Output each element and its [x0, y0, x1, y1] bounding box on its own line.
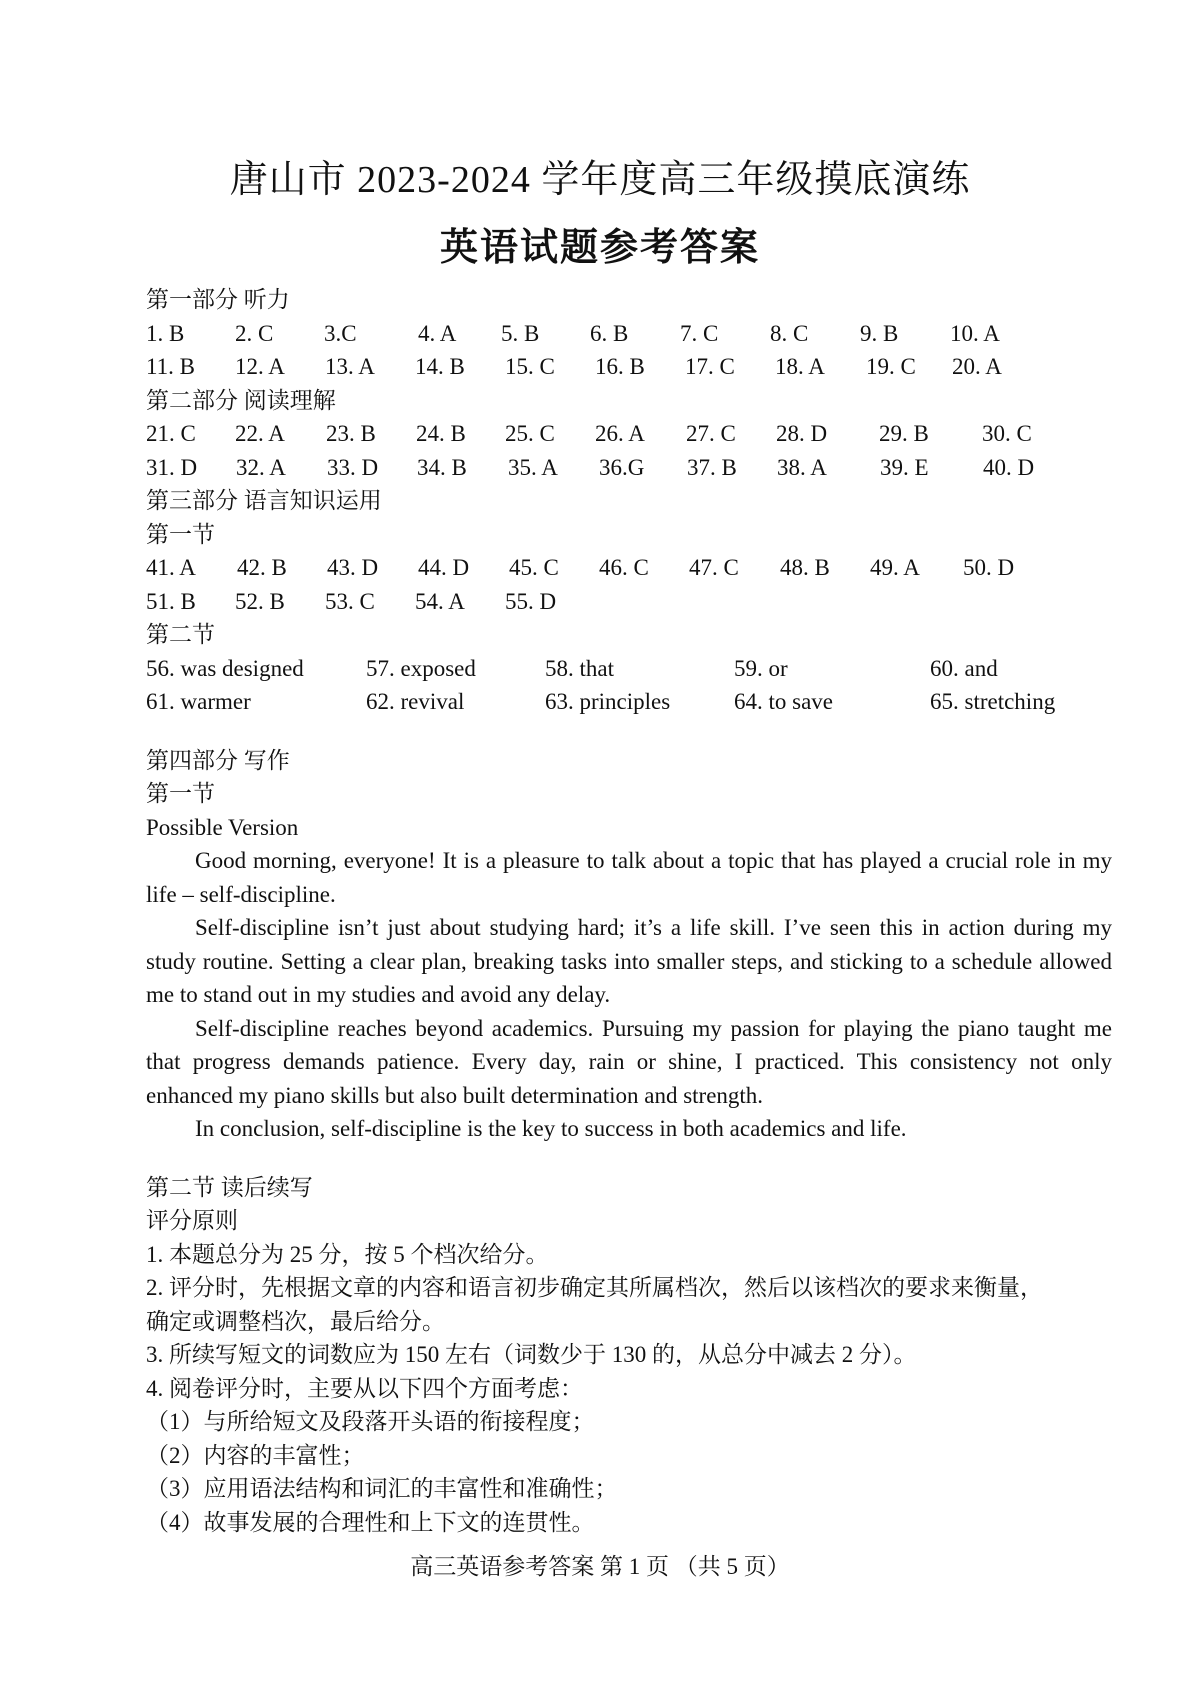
answer-item: 57. exposed — [366, 655, 476, 681]
answer-item: 37. B — [687, 454, 737, 480]
criteria-subitem: （1）与所给短文及段落开头语的衔接程度； — [146, 1409, 595, 1434]
criteria-item: 确定或调整档次，最后给分。 — [146, 1308, 445, 1334]
answer-item: 63. principles — [545, 689, 671, 714]
answer-item: 28. D — [776, 421, 828, 446]
document-subtitle: 英语试题参考答案 — [439, 227, 760, 269]
answer-item: 34. B — [417, 454, 467, 480]
answer-item: 65. stretching — [930, 689, 1056, 714]
answer-item: 14. B — [415, 354, 465, 379]
essay-paragraph: Self-discipline reaches beyond academics. Pursuing my passion for playing the piano taught me that progress demands patience. Every day, rain or shine, I practiced. This consistency not only enhanced my piano skills but also built determination and strength. — [146, 1015, 1112, 1108]
answer-row — [146, 350, 1112, 384]
answer-item: 64. to save — [734, 689, 834, 714]
answer-item: 35. A — [508, 454, 558, 480]
possible-version-label: Possible Version — [146, 814, 299, 840]
answer-row — [146, 451, 1112, 485]
answer-item: 46. C — [599, 555, 649, 580]
answer-item: 39. E — [880, 454, 929, 480]
criteria-heading: 评分原则 — [146, 1208, 238, 1233]
answer-item: 33. D — [327, 454, 379, 480]
answer-item: 20. A — [952, 354, 1002, 379]
answer-item: 53. C — [325, 588, 375, 614]
answer-item: 9. B — [860, 320, 899, 346]
answer-item: 7. C — [680, 320, 719, 346]
answer-item: 23. B — [326, 421, 376, 446]
answer-item: 47. C — [689, 555, 739, 580]
part4-section1-heading: 第一节 — [146, 781, 215, 806]
answer-row — [146, 652, 1112, 686]
answer-item: 44. D — [418, 555, 470, 580]
answer-row — [146, 585, 1112, 619]
part4-heading: 第四部分 写作 — [146, 747, 290, 773]
answer-item: 60. and — [930, 655, 998, 681]
page-footer: 高三英语参考答案 第 1 页 （共 5 页） — [410, 1554, 790, 1579]
answer-item: 19. C — [866, 354, 916, 379]
answer-item: 41. A — [146, 555, 196, 580]
answer-item: 54. A — [415, 588, 465, 614]
answer-item: 38. A — [777, 454, 827, 480]
answer-item: 5. B — [501, 320, 540, 346]
answer-item: 12. A — [235, 354, 285, 379]
part4-section2-heading: 第二节 读后续写 — [146, 1174, 313, 1200]
criteria-item: 2. 评分时，先根据文章的内容和语言初步确定其所属档次，然后以该档次的要求来衡量， — [146, 1275, 1043, 1300]
answer-item: 17. C — [685, 354, 735, 379]
part3-section1-heading: 第一节 — [146, 521, 215, 547]
answer-item: 4. A — [418, 320, 457, 346]
answer-row — [146, 551, 1112, 585]
criteria-subitem: （2）内容的丰富性； — [146, 1442, 365, 1468]
answer-item: 51. B — [146, 588, 196, 614]
answer-item: 24. B — [416, 421, 466, 446]
answer-item: 26. A — [595, 421, 645, 446]
answer-item: 48. B — [780, 555, 830, 580]
answer-item: 1. B — [146, 320, 185, 346]
part2-heading: 第二部分 阅读理解 — [146, 387, 336, 413]
answer-item: 8. C — [770, 320, 809, 346]
answer-item: 32. A — [236, 454, 286, 480]
part1-heading: 第一部分 听力 — [146, 287, 290, 312]
answer-row — [146, 417, 1112, 451]
spacer — [146, 719, 1112, 744]
answer-item: 50. D — [963, 555, 1015, 580]
answer-item: 27. C — [686, 421, 736, 446]
answer-item: 49. A — [870, 555, 920, 580]
answer-row — [146, 685, 1112, 719]
answer-item: 61. warmer — [146, 689, 251, 714]
answer-item: 18. A — [775, 354, 825, 379]
answer-item: 15. C — [505, 354, 555, 379]
answer-item: 21. C — [146, 421, 196, 446]
part3-section2-heading: 第二节 — [146, 622, 215, 647]
criteria-item: 3. 所续写短文的词数应为 150 左右（词数少于 130 的，从总分中减去 2 分）。 — [146, 1342, 917, 1367]
answer-item: 59. or — [734, 655, 788, 681]
essay-paragraph: Good morning, everyone! It is a pleasure to talk about a topic that has played a crucial role in my life – self-discipline. — [146, 848, 1112, 907]
answer-item: 22. A — [235, 421, 285, 446]
answer-row — [146, 317, 1112, 351]
answer-item: 40. D — [983, 454, 1035, 480]
criteria-item: 4. 阅卷评分时，主要从以下四个方面考虑： — [146, 1375, 583, 1401]
answer-item: 16. B — [595, 354, 645, 379]
answer-item: 31. D — [146, 454, 198, 480]
criteria-subitem: （3）应用语法结构和词汇的丰富性和准确性； — [146, 1476, 618, 1501]
answer-item: 10. A — [950, 320, 1000, 346]
document-title: 唐山市 2023-2024 学年度高三年级摸底演练 — [229, 159, 971, 201]
answer-item: 36.G — [599, 454, 645, 480]
answer-item: 11. B — [146, 354, 195, 379]
answer-item: 29. B — [879, 421, 929, 446]
spacer — [146, 1146, 1112, 1171]
answer-item: 55. D — [505, 588, 557, 614]
answer-item: 2. C — [235, 320, 274, 346]
answer-content — [146, 283, 1112, 1539]
answer-item: 45. C — [509, 555, 559, 580]
answer-item: 6. B — [590, 320, 629, 346]
criteria-subitem: （4）故事发展的合理性和上下文的连贯性。 — [146, 1509, 595, 1535]
answer-item: 3.C — [324, 320, 357, 346]
answer-item: 52. B — [235, 588, 285, 614]
answer-item: 25. C — [505, 421, 555, 446]
essay-paragraph: In conclusion, self-discipline is the key to success in both academics and life. — [195, 1116, 907, 1141]
answer-item: 62. revival — [366, 689, 465, 714]
criteria-item: 1. 本题总分为 25 分，按 5 个档次给分。 — [146, 1241, 549, 1267]
answer-item: 56. was designed — [146, 655, 304, 681]
answer-item: 30. C — [982, 421, 1032, 446]
answer-item: 13. A — [325, 354, 375, 379]
part3-heading: 第三部分 语言知识运用 — [146, 488, 382, 513]
essay-paragraph: Self-discipline isn’t just about studying hard; it’s a life skill. I’ve seen this in action during my study routine. Setting a clear plan, breaking tasks into smaller steps, and sticking to a schedule allowed me to stand out in my studies and avoid any delay. — [146, 915, 1112, 1007]
answer-item: 43. D — [327, 555, 379, 580]
answer-item: 42. B — [237, 555, 287, 580]
answer-item: 58. that — [545, 655, 614, 681]
